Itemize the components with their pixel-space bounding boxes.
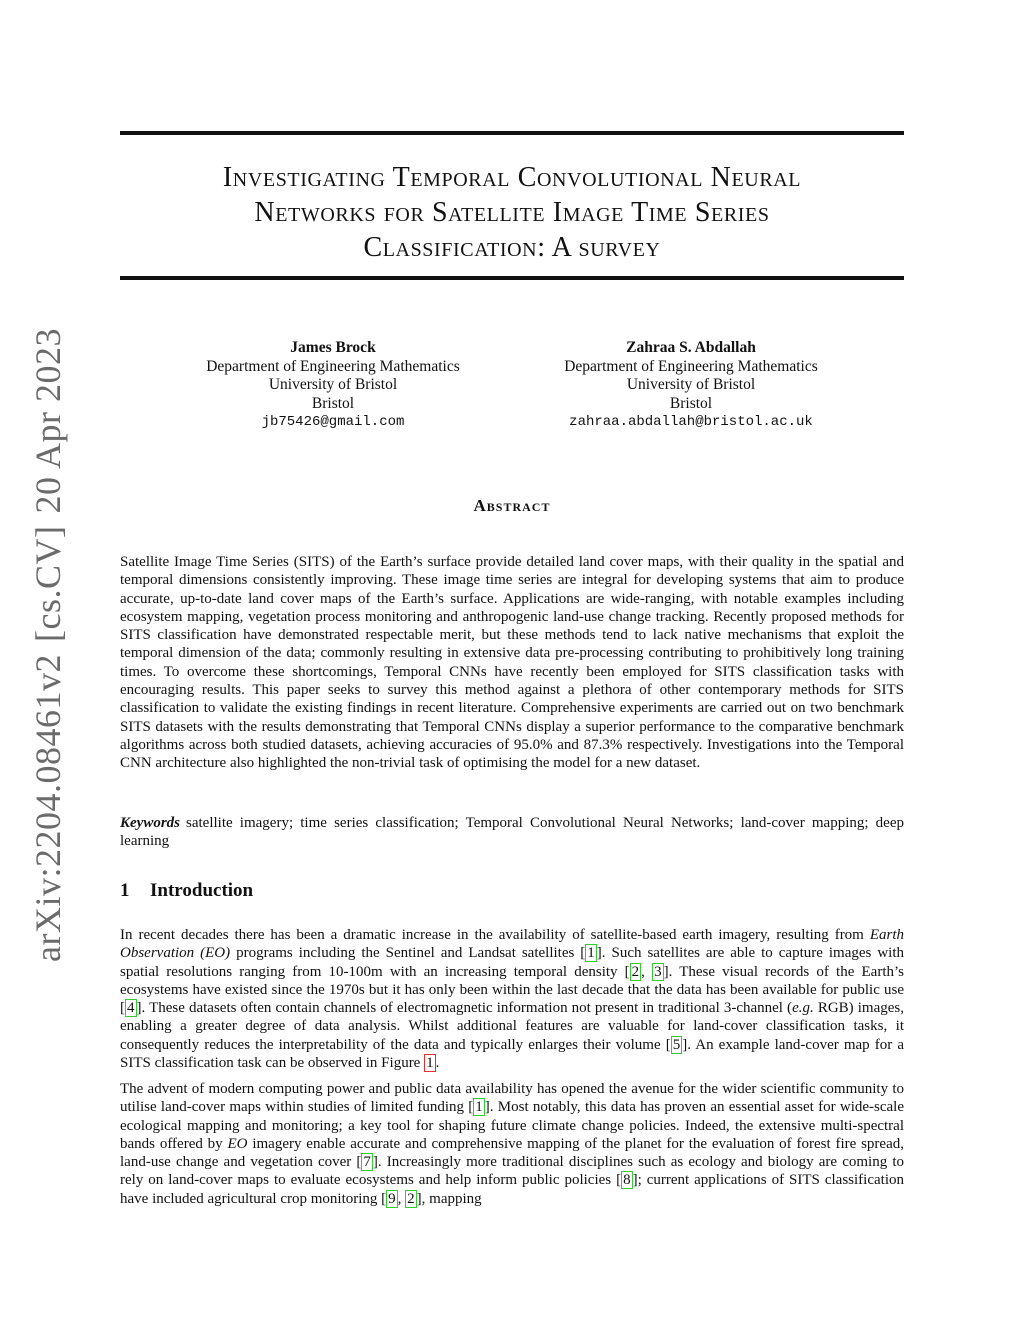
- citation-link[interactable]: 2: [631, 963, 640, 980]
- citation-link[interactable]: 4: [127, 1000, 135, 1017]
- citation-link[interactable]: 7: [363, 1154, 371, 1171]
- author-block-2: [541, 339, 841, 432]
- text-run-italic: Earth Observation (EO): [120, 927, 904, 962]
- title-bottom-rule: [120, 276, 904, 280]
- author-university: University of Bristol: [626, 376, 756, 393]
- author-department: Department of Engineering Mathematics: [206, 357, 460, 375]
- section-heading-introduction: [120, 880, 253, 902]
- citation-link[interactable]: 9: [388, 1190, 396, 1207]
- citation-link[interactable]: 1: [587, 945, 595, 962]
- text-run: ]. Most notably, this data has proven an essential asset for wide-scale ecological mapping and monitoring; a key tool for shaping future climate change policies. Indeed, the extensive multi-spectral bands offered by: [120, 1099, 905, 1152]
- title-line-2: Networks for Satellite Image Time Series: [254, 197, 770, 228]
- arxiv-date: 20 Apr 2023: [28, 328, 68, 514]
- citation-link[interactable]: 5: [672, 1036, 681, 1053]
- author-block-1: [183, 339, 483, 432]
- text-run: .: [435, 1055, 440, 1072]
- text-run: RGB) images, enabling a greater degree of data analysis. Whilst additional features are valuable for land-cover classification tasks, it consequently reduces the interpretability of the data and typically enlarges their volume [: [120, 1000, 904, 1053]
- author-email[interactable]: jb75426@gmail.com: [261, 414, 405, 430]
- author-department: Department of Engineering Mathematics: [564, 357, 818, 375]
- citation-link[interactable]: 8: [623, 1172, 631, 1189]
- paper-title: [120, 160, 904, 265]
- text-run: ,: [397, 1190, 406, 1207]
- author-city: Bristol: [669, 394, 713, 412]
- text-run-italic: EO: [227, 1135, 248, 1152]
- text-run: ,: [641, 963, 653, 980]
- author-email[interactable]: zahraa.abdallah@bristol.ac.uk: [569, 414, 813, 430]
- text-run: In recent decades there has been a dramatic increase in the availability of satellite-based earth imagery, resulting from: [120, 927, 870, 943]
- arxiv-sidebar-stamp: [27, 328, 69, 962]
- citation-link[interactable]: 3: [654, 963, 662, 980]
- abstract-heading: Abstract: [473, 496, 551, 515]
- title-line-1: Investigating Temporal Convolutional Neural: [222, 162, 802, 193]
- text-run: ]; current applications of SITS classification have included agricultural crop monitoring [: [120, 1172, 904, 1207]
- text-run: imagery enable accurate and comprehensive mapping of the planet for the evaluation of forest fire spread, land-use change and vegetation cover [: [120, 1135, 904, 1171]
- text-run: ]. An example land-cover map for a SITS classification task can be observed in Figure: [120, 1036, 904, 1072]
- citation-link[interactable]: 2: [407, 1190, 415, 1207]
- text-run: ], mapping: [416, 1190, 482, 1207]
- text-run: ]. Increasingly more traditional disciplines such as ecology and biology are coming to rely on land-cover maps to evaluate ecosystems and help inform public policies [: [120, 1154, 905, 1189]
- keywords-label: Keywords: [120, 815, 180, 831]
- intro-paragraph-1: [120, 926, 904, 1072]
- citation-link[interactable]: 1: [475, 1099, 483, 1116]
- author-university: University of Bristol: [268, 376, 398, 393]
- title-top-rule: [120, 131, 904, 135]
- abstract-text: Satellite Image Time Series (SITS) of the Earth’s surface provide detailed land cover maps, with their quality in the spatial and temporal dimensions consistently improving. These image time series are integral for developing systems that aim to produce accurate, up-to-date land cover maps of the Earth’s surface. Applications are wide-ranging, with notable examples including ecosystem mapping, vegetation process monitoring and anthropogenic land-use change tracking. Recently proposed methods for SITS classification have demonstrated respectable merit, but these methods tend to lack native mechanisms that exploit the temporal dimension of the data; commonly resulting in extensive data pre-processing contributing to prohibitively long training times. To overcome these shortcomings, Temporal CNNs have recently been employed for SITS classification tasks with encouraging results. This paper seeks to survey this method against a plethora of other contemporary methods for SITS classification to validate the existing findings in recent literature. Comprehensive experiments are carried out on two benchmark SITS datasets with the results demonstrating that Temporal CNNs display a superior performance to the comparative benchmark algorithms across both studied datasets, achieving accuracies of 95.0% and 87.3% respectively. Investigations into the Temporal CNN architecture also highlighted the non-trivial task of optimising the model for a new dataset.: [120, 554, 904, 772]
- author-city: Bristol: [311, 394, 355, 412]
- section-title: Introduction: [150, 880, 254, 901]
- keywords-text: satellite imagery; time series classification; Temporal Convolutional Neural Networks; land-cover mapping; deep learning: [120, 815, 904, 850]
- text-run: ]. These datasets often contain channels of electromagnetic information not present in traditional 3-channel (: [136, 1000, 793, 1017]
- title-line-3: Classification: A survey: [363, 232, 661, 263]
- text-run: ]. Such satellites are able to capture images with spatial resolutions ranging from 10-100m with an increasing temporal density [: [120, 945, 904, 980]
- figure-link[interactable]: 1: [426, 1055, 434, 1072]
- text-run: ]. These visual records of the Earth’s ecosystems have existed since the 1970s but it has only been within the last decade that the data has been available for public use [: [120, 963, 905, 1017]
- text-run-italic: e.g.: [792, 1000, 814, 1017]
- text-run: programs including the Sentinel and Landsat satellites [: [230, 945, 586, 962]
- arxiv-id[interactable]: arXiv:2204.08461v2: [28, 654, 68, 962]
- arxiv-category: [cs.CV]: [28, 525, 68, 643]
- section-number: 1: [120, 880, 130, 901]
- keywords: [120, 814, 904, 851]
- text-run: The advent of modern computing power and public data availability has opened the avenue for the wider scientific community to utilise land-cover maps within studies of limited funding [: [120, 1081, 904, 1116]
- intro-paragraph-2: [120, 1080, 904, 1208]
- author-name: James Brock: [290, 339, 376, 356]
- author-name: Zahraa S. Abdallah: [626, 339, 756, 356]
